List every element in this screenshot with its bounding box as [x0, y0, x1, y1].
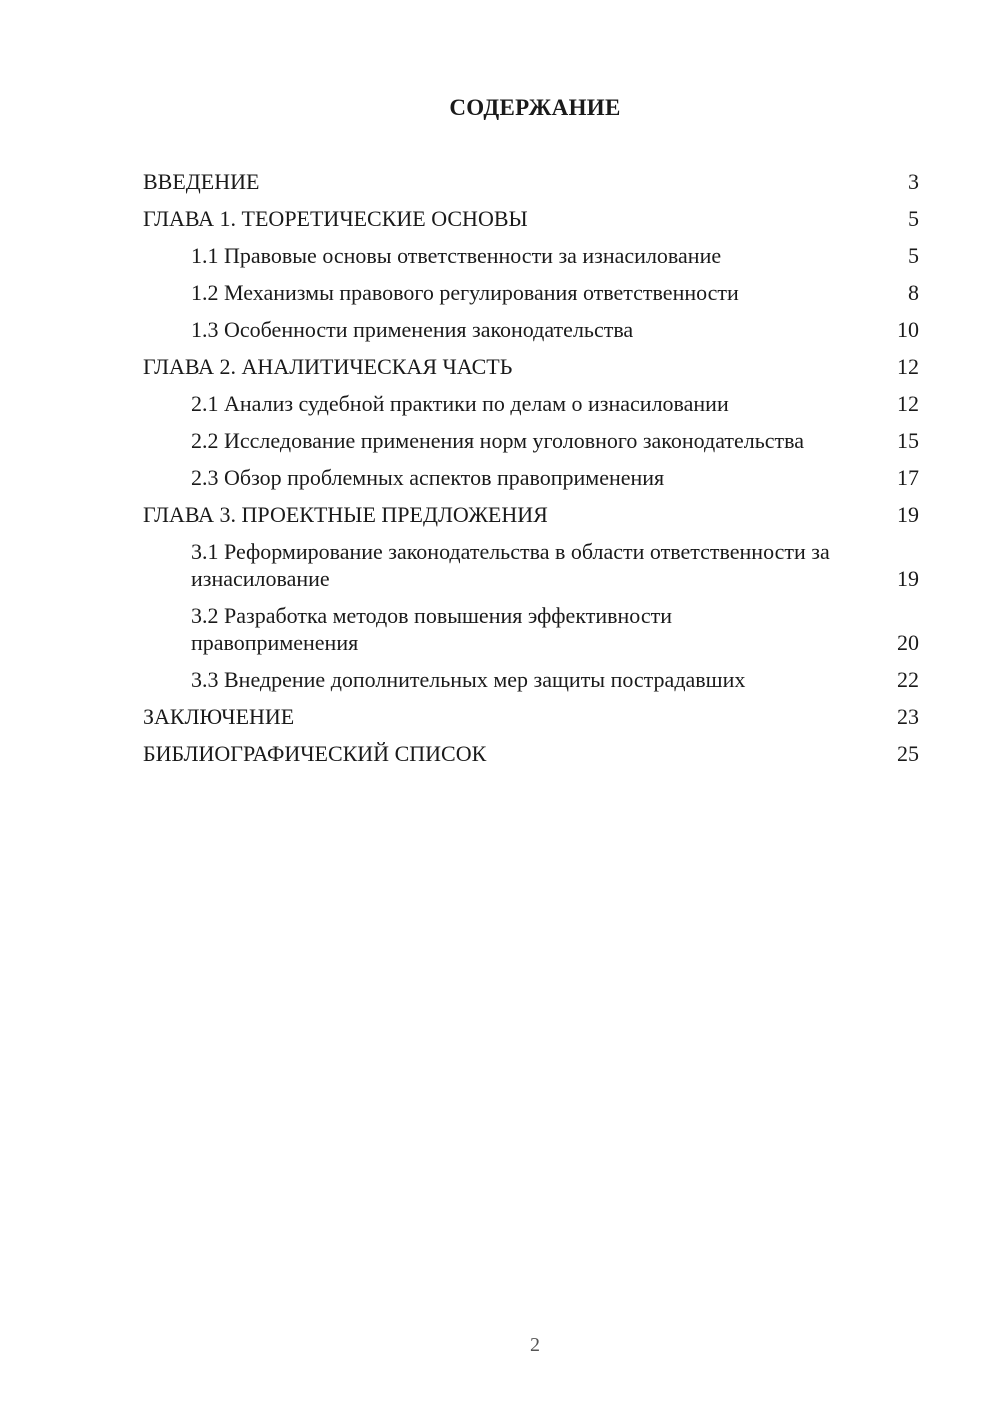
- toc-entry-label: ГЛАВА 2. АНАЛИТИЧЕСКАЯ ЧАСТЬ: [143, 354, 513, 379]
- toc-entry-label: 3.1 Реформирование законодательства в области ответственности за изнасилование: [191, 539, 830, 591]
- toc-chapter-entry: [143, 168, 919, 195]
- toc-entry-label: БИБЛИОГРАФИЧЕСКИЙ СПИСОК: [143, 741, 487, 766]
- toc-entry-page-number: 20: [897, 630, 919, 655]
- toc-entry-page-number: 8: [908, 280, 919, 305]
- toc-entry-label: 1.2 Механизмы правового регулирования ответственности: [191, 280, 739, 305]
- toc-chapter-entry: [143, 703, 919, 730]
- toc-entry-page-number: 17: [897, 465, 919, 490]
- toc-entry-label: ГЛАВА 3. ПРОЕКТНЫЕ ПРЕДЛОЖЕНИЯ: [143, 502, 548, 527]
- toc-entry-page-number: 22: [897, 667, 919, 692]
- toc-subsection-entry: [143, 666, 919, 693]
- toc-chapter-entry: [143, 501, 919, 528]
- toc-subsection-entry: [143, 538, 919, 592]
- toc-entry-label: ГЛАВА 1. ТЕОРЕТИЧЕСКИЕ ОСНОВЫ: [143, 206, 528, 231]
- toc-entry-page-number: 5: [908, 243, 919, 268]
- toc-entry-page-number: 23: [897, 704, 919, 729]
- toc-subsection-entry: [143, 464, 919, 491]
- toc-entry-page-number: 12: [897, 391, 919, 416]
- toc-entry-label: 2.3 Обзор проблемных аспектов правоприменения: [191, 465, 665, 490]
- page-number: 2: [530, 1334, 540, 1356]
- toc-subsection-entry: [143, 390, 919, 417]
- toc-entry-label: 1.3 Особенности применения законодательства: [191, 317, 634, 342]
- toc-title: СОДЕРЖАНИЕ: [449, 95, 621, 120]
- table-of-contents: [143, 168, 919, 777]
- toc-subsection-entry: [143, 242, 919, 269]
- toc-entry-page-number: 19: [897, 502, 919, 527]
- toc-entry-page-number: 10: [897, 317, 919, 342]
- toc-entry-page-number: 12: [897, 354, 919, 379]
- toc-entry-page-number: 19: [897, 566, 919, 591]
- toc-entry-page-number: 15: [897, 428, 919, 453]
- toc-subsection-entry: [143, 279, 919, 306]
- toc-entry-label: 3.3 Внедрение дополнительных мер защиты пострадавших: [191, 667, 746, 692]
- toc-entry-label: 3.2 Разработка методов повышения эффективности правоприменения: [191, 603, 672, 655]
- toc-chapter-entry: [143, 353, 919, 380]
- toc-chapter-entry: [143, 205, 919, 232]
- toc-chapter-entry: [143, 740, 919, 767]
- toc-subsection-entry: [143, 427, 919, 454]
- toc-entry-label: ЗАКЛЮЧЕНИЕ: [143, 704, 295, 729]
- toc-subsection-entry: [143, 316, 919, 343]
- toc-entry-label: 2.1 Анализ судебной практики по делам о изнасиловании: [191, 391, 729, 416]
- toc-subsection-entry: [143, 602, 919, 656]
- toc-entry-page-number: 3: [908, 169, 919, 194]
- toc-entry-label: 2.2 Исследование применения норм уголовного законодательства: [191, 428, 805, 453]
- toc-entry-label: 1.1 Правовые основы ответственности за изнасилование: [191, 243, 722, 268]
- toc-entry-page-number: 5: [908, 206, 919, 231]
- toc-entry-label: ВВЕДЕНИЕ: [143, 169, 260, 194]
- toc-entry-page-number: 25: [897, 741, 919, 766]
